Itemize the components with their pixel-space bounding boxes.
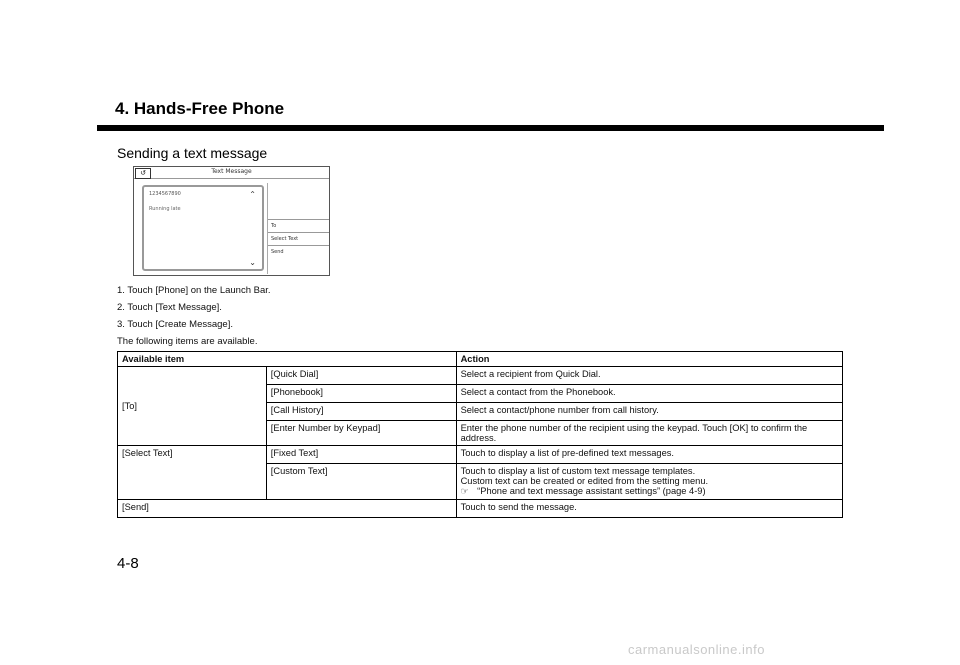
sub-item: [Call History] bbox=[266, 403, 456, 421]
action-text: Touch to send the message. bbox=[456, 500, 842, 518]
action-text: Select a recipient from Quick Dial. bbox=[456, 367, 842, 385]
page-number: 4-8 bbox=[117, 555, 139, 572]
side-menu-select-text: Select Text bbox=[268, 232, 329, 245]
item-select-text: [Select Text] bbox=[118, 446, 267, 500]
screen-side-menu bbox=[267, 183, 329, 274]
step-item: 2. Touch [Text Message]. bbox=[117, 302, 222, 313]
screen-title-bar bbox=[134, 167, 329, 179]
action-text: Select a contact/phone number from call history. bbox=[456, 403, 842, 421]
action-text: Enter the phone number of the recipient using the keypad. Touch [OK] to confirm the address. bbox=[456, 421, 842, 446]
chapter-rule bbox=[97, 125, 884, 131]
action-text: Touch to display a list of custom text message templates. bbox=[460, 466, 696, 476]
sub-item: [Quick Dial] bbox=[266, 367, 456, 385]
sub-item: [Enter Number by Keypad] bbox=[266, 421, 456, 446]
side-menu-send: Send bbox=[268, 245, 329, 258]
side-menu-to: To bbox=[268, 219, 329, 232]
intro-text: The following items are available. bbox=[117, 336, 258, 347]
table-row bbox=[118, 367, 843, 385]
available-items-table bbox=[117, 351, 843, 518]
page-reference-icon: ☞ bbox=[460, 486, 469, 496]
message-body: Running late bbox=[149, 206, 181, 212]
reference-line bbox=[461, 486, 838, 497]
item-send: [Send] bbox=[118, 500, 457, 518]
header-available-item: Available item bbox=[118, 352, 457, 367]
action-text: Select a contact from the Phonebook. bbox=[456, 385, 842, 403]
scroll-down-icon: ⌄ bbox=[249, 258, 256, 267]
header-action: Action bbox=[456, 352, 842, 367]
sub-item: [Fixed Text] bbox=[266, 446, 456, 464]
steps-list bbox=[117, 282, 271, 350]
section-heading: Sending a text message bbox=[117, 145, 268, 161]
action-text: Touch to display a list of pre-defined text messages. bbox=[456, 446, 842, 464]
chapter-title: 4. Hands-Free Phone bbox=[115, 99, 285, 118]
text-message-screenshot bbox=[133, 166, 330, 276]
watermark: carmanualsonline.info bbox=[628, 642, 765, 657]
reference-text: “Phone and text message assistant settings” (page 4-9) bbox=[477, 486, 706, 496]
screen-title: Text Message bbox=[211, 168, 252, 175]
recipient-number: 1234567890 bbox=[149, 191, 181, 197]
action-text: Custom text can be created or edited from the setting menu. bbox=[460, 476, 709, 486]
action-text-custom bbox=[456, 464, 842, 500]
table-row bbox=[118, 446, 843, 464]
table-row bbox=[118, 500, 843, 518]
message-pane bbox=[142, 185, 264, 271]
scroll-up-icon: ⌃ bbox=[249, 190, 256, 199]
step-item: 3. Touch [Create Message]. bbox=[117, 319, 233, 330]
side-menu-blank bbox=[268, 183, 329, 219]
step-item: 1. Touch [Phone] on the Launch Bar. bbox=[117, 285, 271, 296]
sub-item: [Custom Text] bbox=[266, 464, 456, 500]
back-icon: ↺ bbox=[135, 168, 151, 179]
item-to: [To] bbox=[118, 367, 267, 446]
sub-item: [Phonebook] bbox=[266, 385, 456, 403]
